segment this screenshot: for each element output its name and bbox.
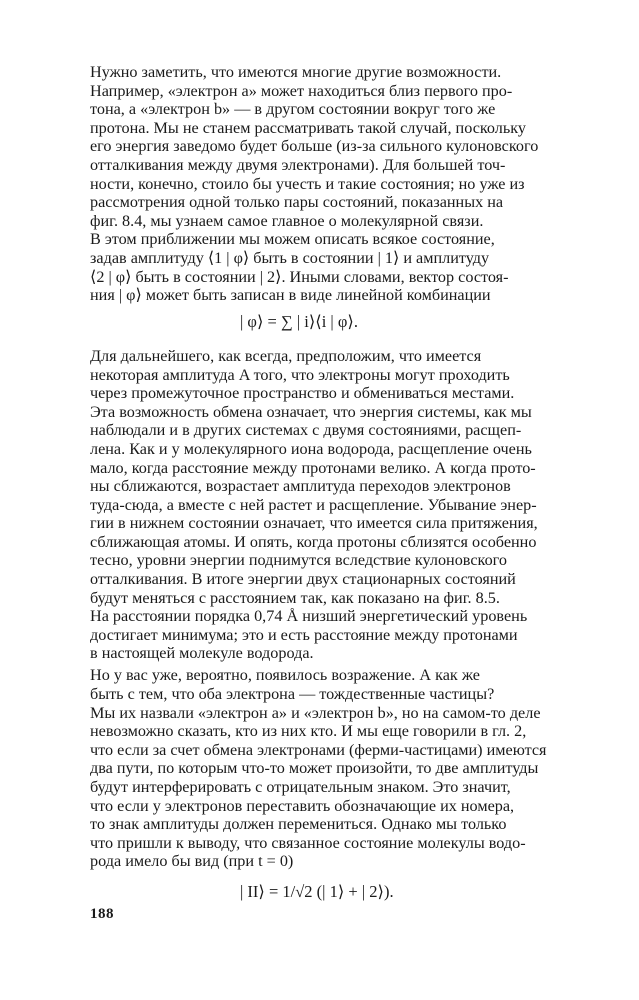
text-line: Но у вас уже, вероятно, появилось возражение. А как же (90, 666, 480, 685)
text-line: гии в нижнем состоянии означает, что имеется сила притяжения, (90, 514, 538, 533)
text-line: наблюдали и в других системах с двумя состояниями, расщеп- (90, 421, 522, 440)
text-line: некоторая амплитуда A того, что электроны могут проходить (90, 365, 510, 384)
text-line: ния | φ⟩ может быть записан в виде линейной комбинации (90, 286, 491, 305)
text-line: отталкивания. В итоге энергии двух стационарных состояний (90, 570, 516, 588)
formula-bound-state: | II⟩ = 1/√2 (| 1⟩ + | 2⟩). (240, 882, 394, 901)
formula-state-expansion: | φ⟩ = ∑ | i⟩⟨i | φ⟩. (240, 311, 358, 331)
text-line: ности, конечно, стоило бы учесть и такие состояния; но уже из (90, 174, 525, 193)
text-line: в настоящей молекуле водорода. (90, 644, 314, 663)
text-line: ⟨2 | φ⟩ быть в состоянии | 2⟩. Иными словами, вектор состоя- (90, 267, 509, 286)
text-line: Например, «электрон a» может находиться близ первого про- (90, 81, 513, 100)
text-line: мало, когда расстояние между протонами велико. А когда прото- (90, 458, 536, 477)
text-line: задав амплитуду ⟨1 | φ⟩ быть в состоянии | 1⟩ и амплитуду (90, 248, 490, 267)
text-line: отталкивания между двумя электронами). Для большей точ- (90, 156, 506, 174)
text-line: через промежуточное пространство и обмениваться местами. (90, 384, 515, 403)
text-line: два пути, по которым что-то может произойти, то две амплитуды (90, 759, 539, 778)
text-line: туда-сюда, а вместе с ней растет и расщепление. Убывание энер- (90, 495, 537, 514)
text-line: невозможно сказать, кто из них кто. И мы еще говорили в гл. 2, (90, 722, 527, 741)
text-line: ны сближаются, возрастает амплитуда переходов электронов (90, 477, 511, 496)
page-number: 188 (90, 906, 114, 922)
text-line: На расстоянии порядка 0,74 Å низший энергетический уровень (90, 607, 528, 626)
text-line: Мы их назвали «электрон a» и «электрон b», но на самом-то деле (90, 703, 541, 722)
text-line: что если у электронов переставить обозначающие их номера, (90, 796, 515, 815)
text-line: его энергия заведомо будет больше (из-за сильного кулоновского (90, 137, 539, 156)
text-line: фиг. 8.4, мы узнаем самое главное о молекулярной связи. (90, 211, 484, 230)
text-line: что пришли к выводу, что связанное состояние молекулы водо- (90, 833, 526, 852)
text-line: В этом приближении мы можем описать всякое состояние, (90, 230, 495, 249)
text-line: протона. Мы не станем рассматривать такой случай, поскольку (90, 118, 526, 137)
text-line: быть с тем, что оба электрона — тождественные частицы? (90, 685, 495, 703)
text-line: тона, а «электрон b» — в другом состоянии вокруг того же (90, 100, 496, 119)
text-line: достигает минимума; это и есть расстояние между протонами (90, 625, 518, 644)
text-line: то знак амплитуды должен перемениться. Однако мы только (90, 815, 507, 834)
text-line: Для дальнейшего, как всегда, предположим, что имеется (90, 346, 482, 365)
text-line: будут интерферировать с отрицательным знаком. Это значит, (90, 777, 511, 796)
text-line: рода имело бы вид (при t = 0) (90, 852, 294, 871)
text-line: будут меняться с расстоянием так, как показано на фиг. 8.5. (90, 588, 500, 607)
text-line: сближающая атомы. И опять, когда протоны сблизятся особенно (90, 532, 537, 551)
text-line: тесно, уровни энергии поднимутся вследствие кулоновского (90, 551, 507, 570)
text-line: лена. Как и у молекулярного иона водорода, расщепление очень (90, 439, 532, 458)
text-line: что если за счет обмена электронами (ферми-частицами) имеются (90, 740, 547, 759)
text-line: Эта возможность обмена означает, что энергия системы, как мы (90, 402, 532, 421)
text-line: рассмотрения одной только пары состояний, показанных на (90, 193, 504, 212)
text-line: Нужно заметить, что имеются многие другие возможности. (90, 63, 502, 81)
